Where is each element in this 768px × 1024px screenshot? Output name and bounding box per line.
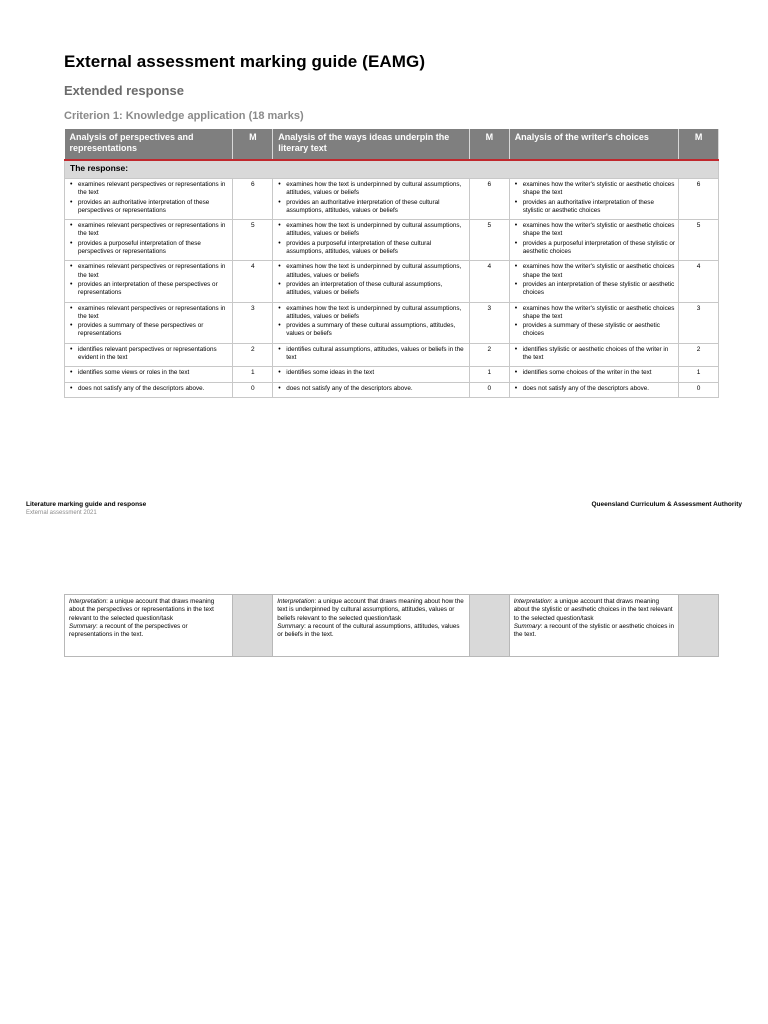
descriptor-list bbox=[513, 369, 676, 377]
response-row bbox=[65, 160, 719, 179]
descriptor-list bbox=[68, 346, 229, 363]
table-row bbox=[65, 367, 719, 382]
descriptor-item: • provides an authoritative interpretation of these stylistic or aesthetic choices bbox=[523, 199, 676, 216]
descriptor-cell bbox=[509, 261, 679, 302]
mark-cell: 2 bbox=[233, 343, 273, 367]
mark-cell: 4 bbox=[469, 261, 509, 302]
marking-guide-table bbox=[64, 129, 719, 398]
descriptor-item: • provides an interpretation of these stylistic or aesthetic choices bbox=[523, 281, 676, 298]
descriptor-list bbox=[68, 222, 229, 256]
descriptor-item: • examines relevant perspectives or representations in the text bbox=[78, 305, 229, 322]
descriptor-list bbox=[68, 385, 229, 393]
descriptor-cell bbox=[65, 179, 233, 220]
mark-cell: 0 bbox=[233, 382, 273, 397]
mark-cell: 1 bbox=[469, 367, 509, 382]
descriptor-cell bbox=[509, 220, 679, 261]
descriptor-cell bbox=[273, 302, 470, 343]
descriptor-item: • examines how the writer's stylistic or aesthetic choices shape the text bbox=[523, 305, 676, 322]
mark-cell: 6 bbox=[679, 179, 719, 220]
header-marks: M bbox=[679, 129, 719, 160]
descriptor-list bbox=[513, 385, 676, 393]
descriptor-cell bbox=[273, 367, 470, 382]
table-row bbox=[65, 343, 719, 367]
table-row bbox=[65, 302, 719, 343]
descriptor-list bbox=[513, 222, 676, 256]
descriptor-item: • provides a purposeful interpretation of these cultural assumptions, attitudes, values or beliefs bbox=[286, 240, 466, 257]
mark-cell: 4 bbox=[233, 261, 273, 302]
descriptor-item: • provides an interpretation of these perspectives or representations bbox=[78, 281, 229, 298]
descriptor-list bbox=[276, 369, 466, 377]
mark-cell: 4 bbox=[679, 261, 719, 302]
interpretation-definition bbox=[69, 598, 228, 623]
descriptor-item: • provides a summary of these stylistic or aesthetic choices bbox=[523, 322, 676, 339]
descriptor-cell bbox=[509, 302, 679, 343]
descriptor-item: • provides a summary of these perspectives or representations bbox=[78, 322, 229, 339]
descriptor-item: • examines how the text is underpinned by cultural assumptions, attitudes, values or beliefs bbox=[286, 263, 466, 280]
mark-cell: 2 bbox=[679, 343, 719, 367]
header-ideas: Analysis of the ways ideas underpin the literary text bbox=[273, 129, 470, 160]
table-row bbox=[65, 220, 719, 261]
descriptor-item: • provides an interpretation of these cultural assumptions, attitudes, values or beliefs bbox=[286, 281, 466, 298]
summary-definition bbox=[277, 623, 465, 640]
glossary-definitions-cell bbox=[509, 595, 679, 657]
descriptor-cell bbox=[273, 382, 470, 397]
descriptor-list bbox=[276, 305, 466, 339]
descriptor-item: • examines how the writer's stylistic or aesthetic choices shape the text bbox=[523, 181, 676, 198]
descriptor-list bbox=[276, 181, 466, 215]
glossary-row bbox=[65, 595, 719, 657]
descriptor-list bbox=[276, 385, 466, 393]
footer-authority: Queensland Curriculum & Assessment Authority bbox=[591, 501, 742, 508]
descriptor-cell bbox=[509, 343, 679, 367]
descriptor-item: • identifies stylistic or aesthetic choices of the writer in the text bbox=[523, 346, 676, 363]
descriptor-cell bbox=[65, 382, 233, 397]
descriptor-item: • does not satisfy any of the descriptors above. bbox=[78, 385, 229, 393]
descriptor-cell bbox=[65, 343, 233, 367]
descriptor-list bbox=[513, 181, 676, 215]
shaded-mark-cell bbox=[469, 595, 509, 657]
descriptor-list bbox=[276, 263, 466, 297]
mark-cell: 0 bbox=[679, 382, 719, 397]
descriptor-item: • examines relevant perspectives or representations in the text bbox=[78, 181, 229, 198]
descriptor-list bbox=[513, 263, 676, 297]
interpretation-term: Interpretation bbox=[69, 598, 107, 605]
table-row bbox=[65, 179, 719, 220]
page-subtitle: Extended response bbox=[64, 83, 184, 98]
descriptor-item: • provides a purposeful interpretation of these stylistic or aesthetic choices bbox=[523, 240, 676, 257]
mark-cell: 1 bbox=[233, 367, 273, 382]
footer-doc-title: Literature marking guide and response bbox=[26, 501, 147, 508]
interpretation-definition bbox=[277, 598, 465, 623]
interpretation-text: : a unique account that draws meaning about the stylistic or aesthetic choices in the text relevant to the selected question/task bbox=[513, 598, 673, 622]
mark-cell: 6 bbox=[233, 179, 273, 220]
descriptor-item: • provides a purposeful interpretation of these perspectives or representations bbox=[78, 240, 229, 257]
descriptor-cell bbox=[509, 367, 679, 382]
shaded-mark-cell bbox=[233, 595, 273, 657]
glossary-definitions-cell bbox=[273, 595, 470, 657]
criterion-heading: Criterion 1: Knowledge application (18 marks) bbox=[64, 110, 304, 122]
header-writers-choices: Analysis of the writer's choices bbox=[509, 129, 679, 160]
mark-cell: 2 bbox=[469, 343, 509, 367]
descriptor-list bbox=[276, 222, 466, 256]
descriptor-item: • examines relevant perspectives or representations in the text bbox=[78, 222, 229, 239]
descriptor-item: • provides a summary of these cultural assumptions, attitudes, values or beliefs bbox=[286, 322, 466, 339]
interpretation-term: Interpretation bbox=[277, 598, 315, 605]
descriptor-item: • identifies some choices of the writer in the text bbox=[523, 369, 676, 377]
table-row bbox=[65, 382, 719, 397]
descriptor-item: • examines how the text is underpinned by cultural assumptions, attitudes, values or beliefs bbox=[286, 181, 466, 198]
descriptor-cell bbox=[273, 261, 470, 302]
summary-term: Summary bbox=[513, 622, 541, 630]
descriptor-item: • provides an authoritative interpretation of these cultural assumptions, attitudes, values or beliefs bbox=[286, 199, 466, 216]
descriptor-item: • identifies some views or roles in the text bbox=[78, 369, 229, 377]
descriptor-item: • examines how the text is underpinned by cultural assumptions, attitudes, values or beliefs bbox=[286, 222, 466, 239]
mark-cell: 5 bbox=[679, 220, 719, 261]
summary-term: Summary bbox=[277, 622, 305, 630]
glossary-table bbox=[64, 594, 719, 657]
descriptor-list bbox=[513, 305, 676, 339]
mark-cell: 5 bbox=[233, 220, 273, 261]
table-row bbox=[65, 261, 719, 302]
descriptor-cell bbox=[65, 220, 233, 261]
summary-text: : a recount of the stylistic or aesthetic choices in the text. bbox=[513, 622, 674, 639]
descriptor-list bbox=[276, 346, 466, 363]
descriptor-cell bbox=[273, 220, 470, 261]
shaded-mark-cell bbox=[679, 595, 719, 657]
summary-text: : a recount of the perspectives or representations in the text. bbox=[69, 622, 188, 639]
summary-term: Summary bbox=[69, 622, 96, 630]
descriptor-cell bbox=[273, 343, 470, 367]
interpretation-text: : a unique account that draws meaning about how the text is underpinned by cultural assumptions, attitudes, values or beliefs relevant to the selected question/task bbox=[277, 598, 464, 622]
descriptor-list bbox=[68, 181, 229, 215]
descriptor-item: • provides an authoritative interpretation of these perspectives or representations bbox=[78, 199, 229, 216]
descriptor-cell bbox=[65, 367, 233, 382]
interpretation-definition bbox=[514, 598, 675, 623]
mark-cell: 0 bbox=[469, 382, 509, 397]
mark-cell: 1 bbox=[679, 367, 719, 382]
interpretation-text: : a unique account that draws meaning about the perspectives or representations in the text relevant to the selected question/task bbox=[69, 598, 215, 622]
mark-cell: 3 bbox=[469, 302, 509, 343]
descriptor-cell bbox=[273, 179, 470, 220]
header-marks: M bbox=[233, 129, 273, 160]
glossary-definitions-cell bbox=[65, 595, 233, 657]
interpretation-term: Interpretation bbox=[513, 598, 551, 605]
mark-cell: 3 bbox=[679, 302, 719, 343]
descriptor-item: • does not satisfy any of the descriptors above. bbox=[523, 385, 676, 393]
descriptor-list bbox=[68, 263, 229, 297]
descriptor-item: • identifies cultural assumptions, attitudes, values or beliefs in the text bbox=[286, 346, 466, 363]
header-marks: M bbox=[469, 129, 509, 160]
header-perspectives: Analysis of perspectives and representations bbox=[65, 129, 233, 160]
descriptor-item: • identifies relevant perspectives or representations evident in the text bbox=[78, 346, 229, 363]
mark-cell: 6 bbox=[469, 179, 509, 220]
descriptor-list bbox=[68, 369, 229, 377]
mark-cell: 5 bbox=[469, 220, 509, 261]
descriptor-cell bbox=[509, 179, 679, 220]
descriptor-item: • examines how the writer's stylistic or aesthetic choices shape the text bbox=[523, 263, 676, 280]
descriptor-item: • identifies some ideas in the text bbox=[286, 369, 466, 377]
descriptor-list bbox=[68, 305, 229, 339]
summary-text: : a recount of the cultural assumptions, attitudes, values or beliefs in the text. bbox=[277, 622, 460, 639]
response-label: The response: bbox=[65, 160, 719, 179]
table-header-row bbox=[65, 129, 719, 160]
descriptor-list bbox=[513, 346, 676, 363]
descriptor-cell bbox=[65, 302, 233, 343]
summary-definition bbox=[514, 623, 675, 640]
summary-definition bbox=[69, 623, 228, 640]
footer-doc-subtitle: External assessment 2021 bbox=[26, 510, 97, 516]
descriptor-item: • examines how the writer's stylistic or aesthetic choices shape the text bbox=[523, 222, 676, 239]
mark-cell: 3 bbox=[233, 302, 273, 343]
descriptor-cell bbox=[509, 382, 679, 397]
descriptor-item: • does not satisfy any of the descriptors above. bbox=[286, 385, 466, 393]
descriptor-item: • examines relevant perspectives or representations in the text bbox=[78, 263, 229, 280]
descriptor-item: • examines how the text is underpinned by cultural assumptions, attitudes, values or beliefs bbox=[286, 305, 466, 322]
descriptor-cell bbox=[65, 261, 233, 302]
page-title: External assessment marking guide (EAMG) bbox=[64, 52, 426, 71]
